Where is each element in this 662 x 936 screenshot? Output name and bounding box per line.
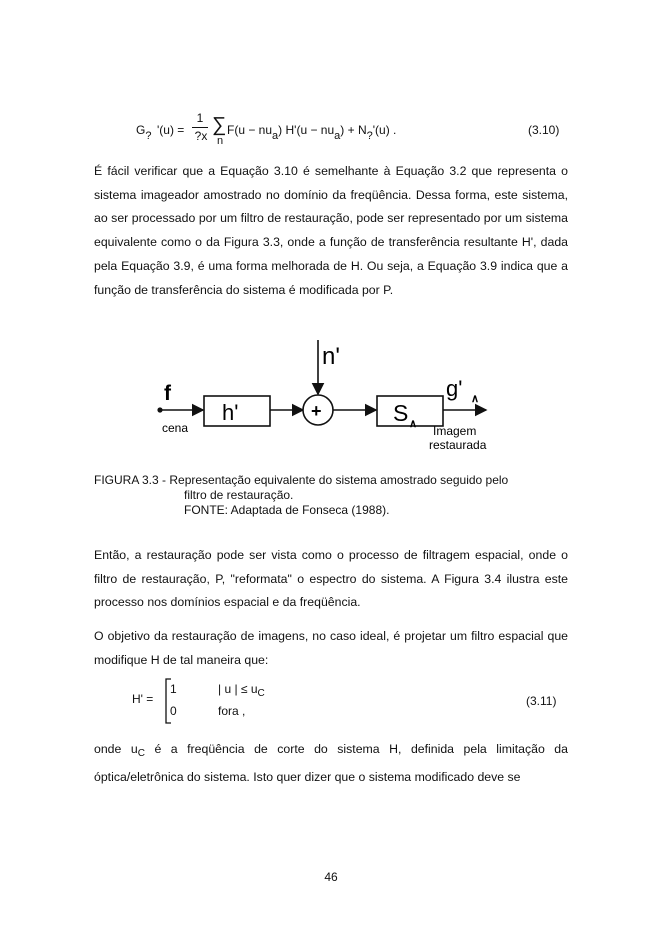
output-sublabel-restaurada: restaurada [429,438,487,452]
input-sublabel-cena: cena [162,421,189,435]
summing-junction-symbol: + [311,401,322,421]
eq310-lhs-subscript: ? [145,130,152,142]
eq311-lhs: H' = [132,692,154,706]
eq310-term3: ) + N [340,123,367,137]
eq310-lhs [136,123,152,142]
eq310-fraction-numerator: 1 [196,111,204,125]
eq310-fraction-bar [192,127,208,128]
page-number: 46 [324,870,338,884]
eq310-term2: ) H'(u − nu [278,123,335,137]
equation-3-11 [132,678,292,724]
noise-label: n' [322,343,340,370]
paragraph-cutoff-frequency [94,736,568,790]
block-s-label: S [393,400,409,426]
eq310-sum-symbol: ∑ [212,114,227,136]
eq311-case1-condition-text: | u | ≤ u [218,682,258,696]
eq310-lhs-symbol: G [136,123,146,137]
input-label-f: f [164,382,171,405]
eq310-term3-subscript: ? [366,130,373,142]
eq310-term1-subscript: a [272,130,279,142]
block-h-prime-label: h' [222,400,239,425]
paragraph-restoration-filtering: Então, a restauração pode ser vista como o processo de filtragem espacial, onde o filtro de restauração, P, "reformata" o espectro do sistema. A Figura 3.4 ilustra este processo nos domínios espacial e da freqüência. [94,548,568,610]
figure-caption-source: FONTE: Adaptada de Fonseca (1988). [184,503,390,517]
equation-3-11-number: (3.11) [526,694,557,708]
eq310-lhs-argument: '(u) = [157,123,185,137]
output-hat: ∧ [471,393,480,405]
eq311-case1-condition-subscript: C [257,688,265,699]
eq310-term2-subscript: a [334,130,341,142]
eq311-case2-condition: fora , [218,704,246,718]
equation-3-10-number: (3.10) [528,123,560,137]
eq310-term1: F(u − nu [227,123,273,137]
paragraph-cutoff-text-start: onde u [94,742,138,756]
output-sublabel-imagem: Imagem [433,424,477,438]
figure-3-3-block-diagram [150,338,510,460]
output-label: g' [446,376,463,401]
eq311-case1-condition [218,682,265,699]
paragraph-cutoff-text-end: é a freqüência de corte do sistema H, definida pela limitação da óptica/eletrônica do sistema. Isto quer dizer que o sistema modificado deve se [94,742,568,784]
figure-3-3-input [157,382,203,435]
block-s-hat: ∧ [409,418,418,430]
figure-caption-line2: filtro de restauração. [184,488,294,502]
figure-3-3-summer [303,340,376,425]
paragraph-equivalent-system: É fácil verificar que a Equação 3.10 é semelhante à Equação 3.2 que representa o sistema imageador amostrado no domínio da freqüência. Dessa forma, este sistema, ao ser processado por um filtro de restauração, pode ser representado por um sistema equivalente como o da Figura 3.3, onde a função de transferência resultante H', dada pela Equação 3.9, é uma forma melhorada de H. Ou seja, a Equação 3.9 indica que a função de transferência do sistema é modificada por P. [94,164,568,297]
eq310-term4: '(u) . [372,123,397,137]
figure-caption-line1: FIGURA 3.3 - Representação equivalente do sistema amostrado seguido pelo [94,473,509,487]
eq310-fraction-denominator: ?x [194,129,208,143]
equation-3-10 [136,111,436,157]
figure-3-3-block-h [204,396,303,426]
eq311-case1-value: 1 [170,682,177,696]
eq311-case2-value: 0 [170,704,177,718]
eq310-body [227,123,397,142]
paragraph-restoration-objective: O objetivo da restauração de imagens, no caso ideal, é projetar um filtro espacial que modifique H de tal maneira que: [94,629,568,667]
paragraph-cutoff-subscript: C [137,748,145,759]
eq310-sum-index: n [217,135,224,147]
